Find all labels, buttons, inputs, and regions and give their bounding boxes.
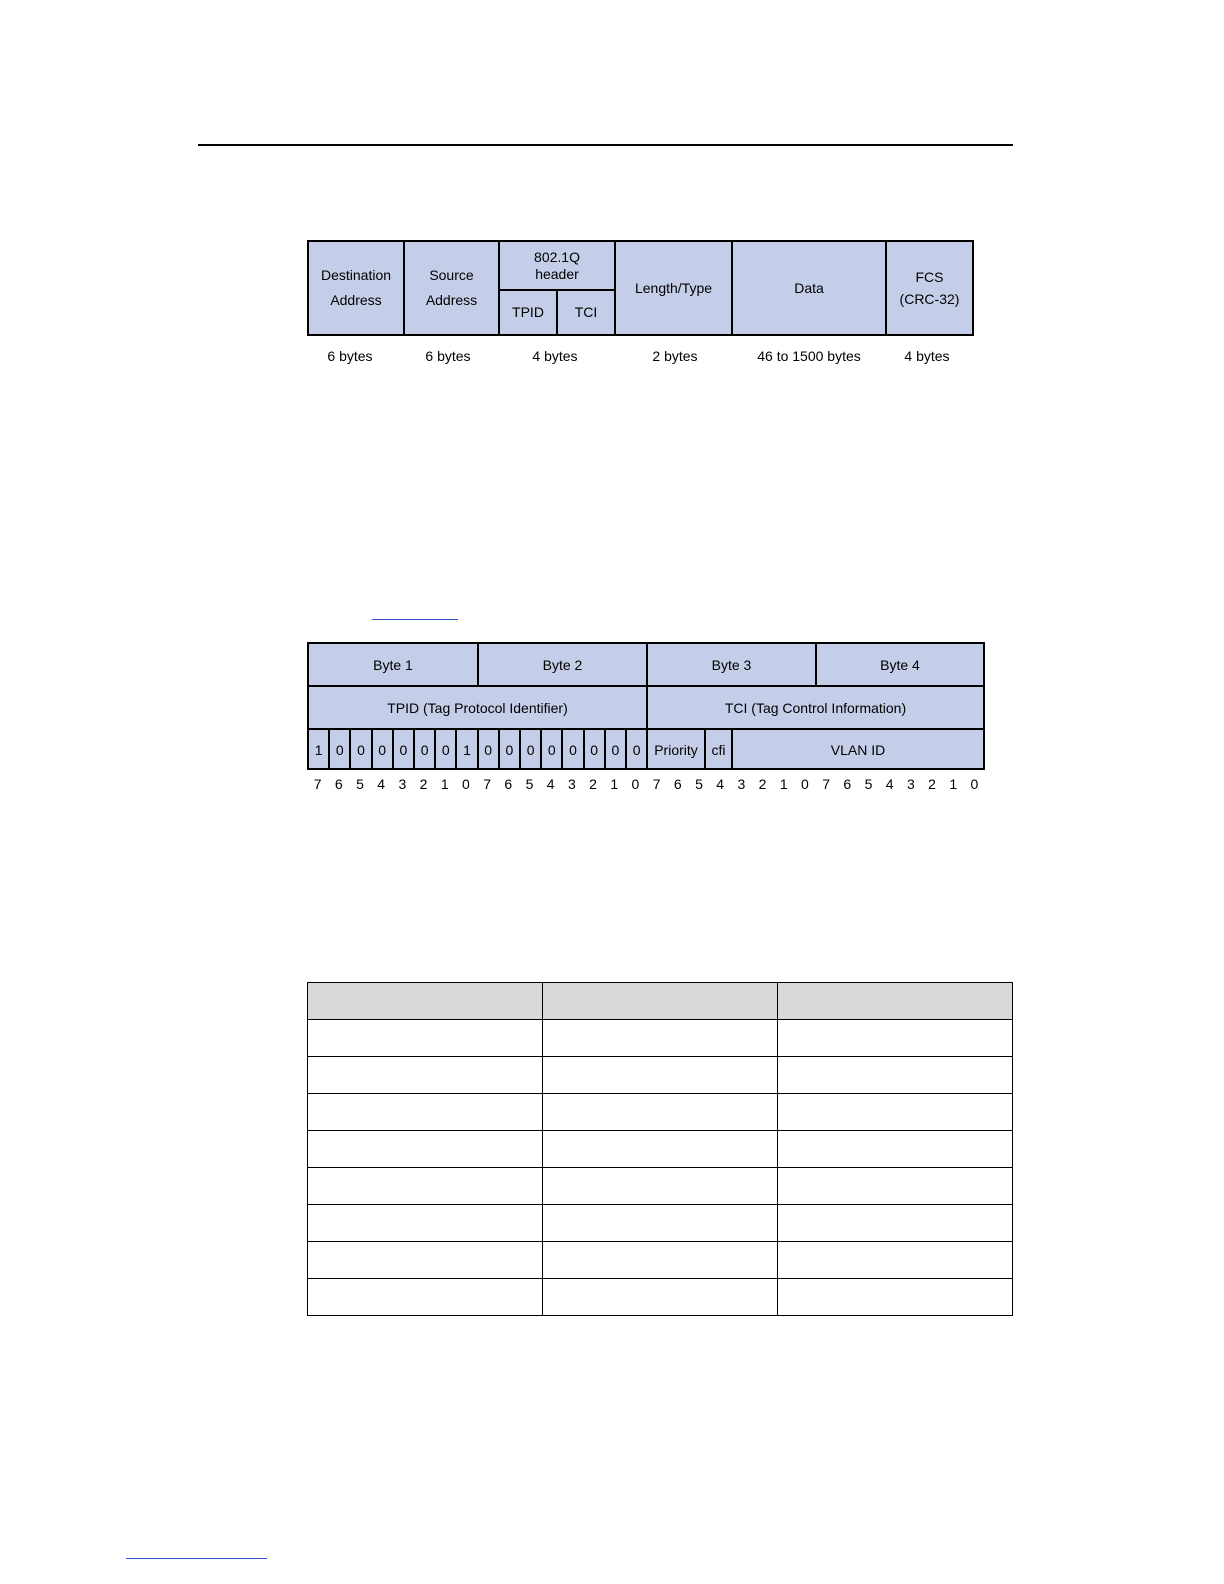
bit-number: 5 (695, 776, 703, 792)
byte-3: Byte 3 (648, 644, 817, 685)
bit-number: 2 (589, 776, 597, 792)
bit-number: 4 (716, 776, 725, 792)
ethernet-frame-diagram (307, 240, 974, 336)
tpid-bit: 0 (415, 730, 436, 770)
bit-number: 3 (906, 776, 915, 792)
table-row (308, 1242, 1013, 1279)
bit-number: 4 (546, 776, 555, 792)
vlan-id-field: VLAN ID (830, 742, 886, 758)
bit-number: 6 (843, 776, 852, 792)
tpid-bit: 0 (606, 730, 627, 770)
tpid-bit: 0 (479, 730, 500, 770)
tpid-bit: 0 (521, 730, 542, 770)
table-row (308, 1057, 1013, 1094)
footer-link-underline[interactable] (126, 1558, 267, 1559)
sub-field-tpid: TPID (500, 289, 558, 336)
top-rule (198, 144, 1013, 146)
bit-number: 7 (313, 776, 322, 792)
field-source-address: Source Address (405, 242, 500, 334)
tpid-bit: 0 (542, 730, 563, 770)
field-8021q-header (500, 242, 616, 334)
bit-number: 0 (462, 776, 470, 792)
tpid-bit: 0 (585, 730, 606, 770)
table-row (308, 1279, 1013, 1316)
tpid-bit: 0 (436, 730, 457, 770)
field-length-type: Length/Type (616, 242, 733, 334)
bytes-row (309, 644, 983, 687)
tpid-bit: 0 (351, 730, 372, 770)
bit-number: 2 (419, 776, 428, 792)
bit-number: 1 (440, 776, 449, 792)
bit-number: 1 (610, 776, 619, 792)
tpid-bit: 0 (627, 730, 648, 770)
fields-row (309, 687, 983, 730)
field-destination-address: Destination Address (309, 242, 405, 334)
bit-number: 4 (377, 776, 386, 792)
bit-number: 0 (631, 776, 640, 792)
table-row (308, 1168, 1013, 1205)
8021q-header-label: 802.1Q header (500, 242, 614, 291)
bit-number: 0 (801, 776, 809, 792)
size-source: 6 bytes (425, 348, 471, 364)
tpid-bit: 1 (309, 730, 330, 770)
tpid-bit: 0 (563, 730, 584, 770)
data-table (307, 982, 1013, 1316)
byte-1: Byte 1 (309, 644, 479, 685)
bit-number: 3 (398, 776, 407, 792)
tpid-label: TPID (Tag Protocol Identifier) (309, 687, 648, 728)
bit-number: 1 (949, 776, 958, 792)
bit-number: 3 (567, 776, 576, 792)
vlan-tag-diagram (307, 642, 985, 770)
bit-number: 7 (652, 776, 661, 792)
byte-4: Byte 4 (880, 656, 920, 673)
bits-row (309, 730, 983, 770)
byte-2: Byte 2 (479, 644, 648, 685)
bit-numbers (307, 776, 985, 796)
table-row (308, 1094, 1013, 1131)
field-fcs: FCS (CRC-32) (899, 269, 960, 307)
size-data: 46 to 1500 bytes (757, 348, 861, 364)
size-fcs: 4 bytes (904, 348, 950, 364)
tpid-bit: 1 (457, 730, 478, 770)
bit-number: 1 (779, 776, 788, 792)
table-row (308, 1205, 1013, 1242)
bit-number: 5 (356, 776, 364, 792)
priority-field: Priority (648, 730, 706, 770)
tpid-bit: 0 (394, 730, 415, 770)
size-length-type: 2 bytes (652, 348, 698, 364)
bit-number: 5 (864, 776, 873, 792)
sub-field-tci: TCI (574, 303, 598, 320)
bit-number: 7 (822, 776, 830, 792)
cfi-field: cfi (706, 730, 733, 770)
bit-number: 6 (334, 776, 343, 792)
bit-number: 4 (885, 776, 894, 792)
bit-number: 3 (737, 776, 746, 792)
bit-number: 0 (970, 776, 979, 792)
bit-number: 6 (673, 776, 682, 792)
bit-number: 2 (758, 776, 767, 792)
tci-label: TCI (Tag Control Information) (724, 699, 907, 716)
size-destination: 6 bytes (327, 348, 373, 364)
field-data: Data (733, 242, 887, 334)
table-header-row (308, 983, 1013, 1020)
size-8021q: 4 bytes (532, 348, 578, 364)
table-row (308, 1020, 1013, 1057)
link-underline[interactable] (372, 619, 458, 620)
bit-number: 6 (504, 776, 513, 792)
tpid-bit: 0 (373, 730, 394, 770)
tpid-bit: 0 (330, 730, 351, 770)
table-row (308, 1131, 1013, 1168)
tpid-bit: 0 (500, 730, 521, 770)
bit-number: 7 (483, 776, 491, 792)
bit-number: 5 (525, 776, 534, 792)
bit-number: 2 (928, 776, 936, 792)
